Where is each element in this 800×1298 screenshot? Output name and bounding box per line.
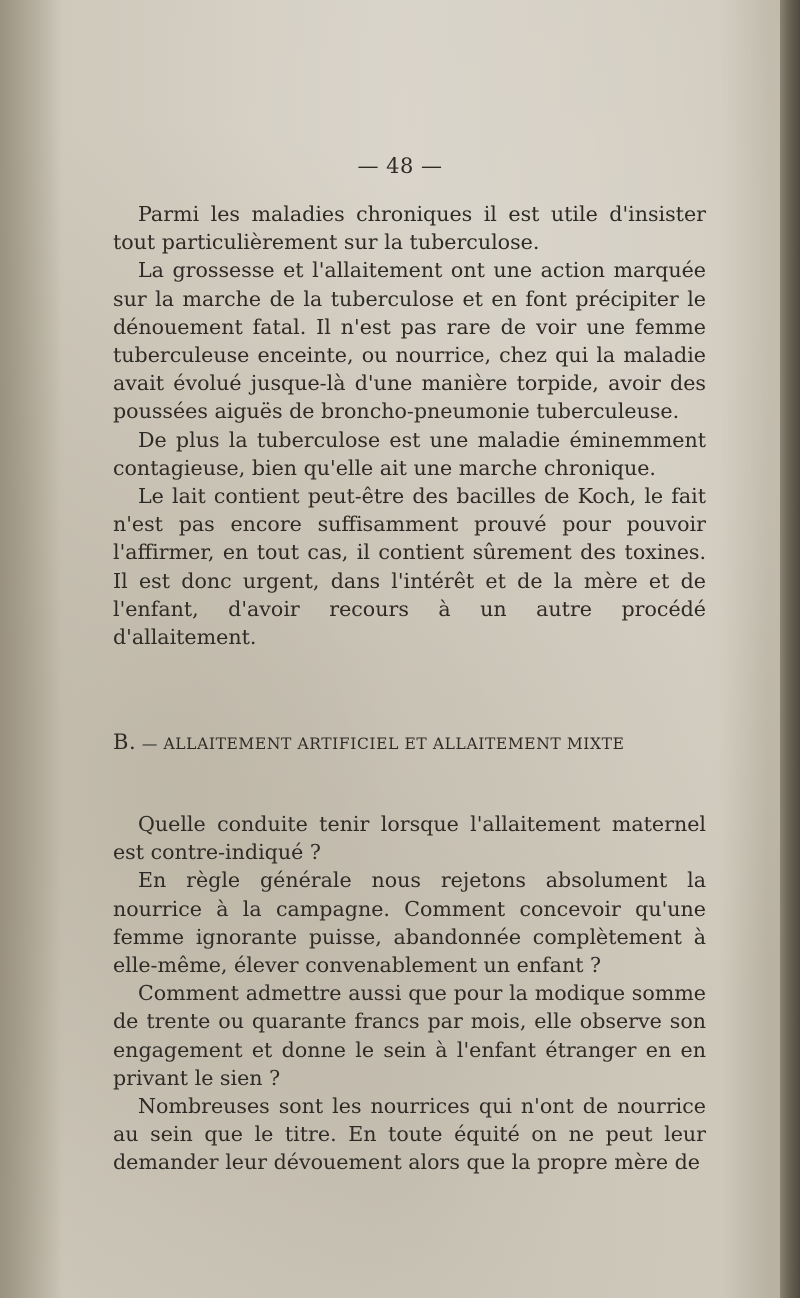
paragraph: Quelle conduite tenir lorsque l'allaitement maternel est contre-indiqué ? [113,812,706,865]
paragraph: Nombreuses sont les nourrices qui n'ont de nourrice au sein que le titre. En toute équité on ne peut leur demander leur dévouement alors que la propre mère de [113,1094,706,1175]
paragraph: Comment admettre aussi que pour la modique somme de trente ou quarante francs par mois, elle observe son engagement et donne le sein à l'enfant étranger en en privant le sien ? [113,981,706,1090]
section-letter: B. [113,730,137,754]
section-title: ALLAITEMENT ARTIFICIEL ET ALLAITEMENT MIXTE [163,735,625,753]
section-dash: — [141,735,158,753]
book-page-edge [780,0,800,1298]
paragraph: Parmi les maladies chroniques il est utile d'insister tout particulièrement sur la tuberculose. [113,202,706,255]
body-text-top [113,200,706,651]
paragraph: En règle générale nous rejetons absolument la nourrice à la campagne. Comment concevoir qu'une femme ignorante puisse, abandonnée complètement à elle-même, élever convenablement un enfant ? [113,868,706,978]
paragraph: La grossesse et l'allaitement ont une action marquée sur la marche de la tuberculose et en font précipiter le dénouement fatal. Il n'est pas rare de voir une femme tuberculeuse enceinte, ou nourrice, chez qui la maladie avait évolué jusque-là d'une manière torpide, avoir des poussées aiguës de broncho-pneumonie tuberculeuse. [113,258,706,424]
page-number: — 48 — [357,154,443,178]
page-shadow [0,0,60,1298]
paragraph: Le lait contient peut-être des bacilles de Koch, le fait n'est pas encore suffisamment prouvé pour pouvoir l'affirmer, en tout cas, il contient sûrement des toxines. Il est donc urgent, dans l'intérêt et de la mère et de l'enfant, d'avoir recours à un autre procédé d'allaitement. [113,484,706,650]
paragraph: De plus la tuberculose est une maladie éminemment contagieuse, bien qu'elle ait une marche chronique. [113,427,706,480]
section-heading [113,730,713,754]
body-text-bottom [113,810,706,1177]
